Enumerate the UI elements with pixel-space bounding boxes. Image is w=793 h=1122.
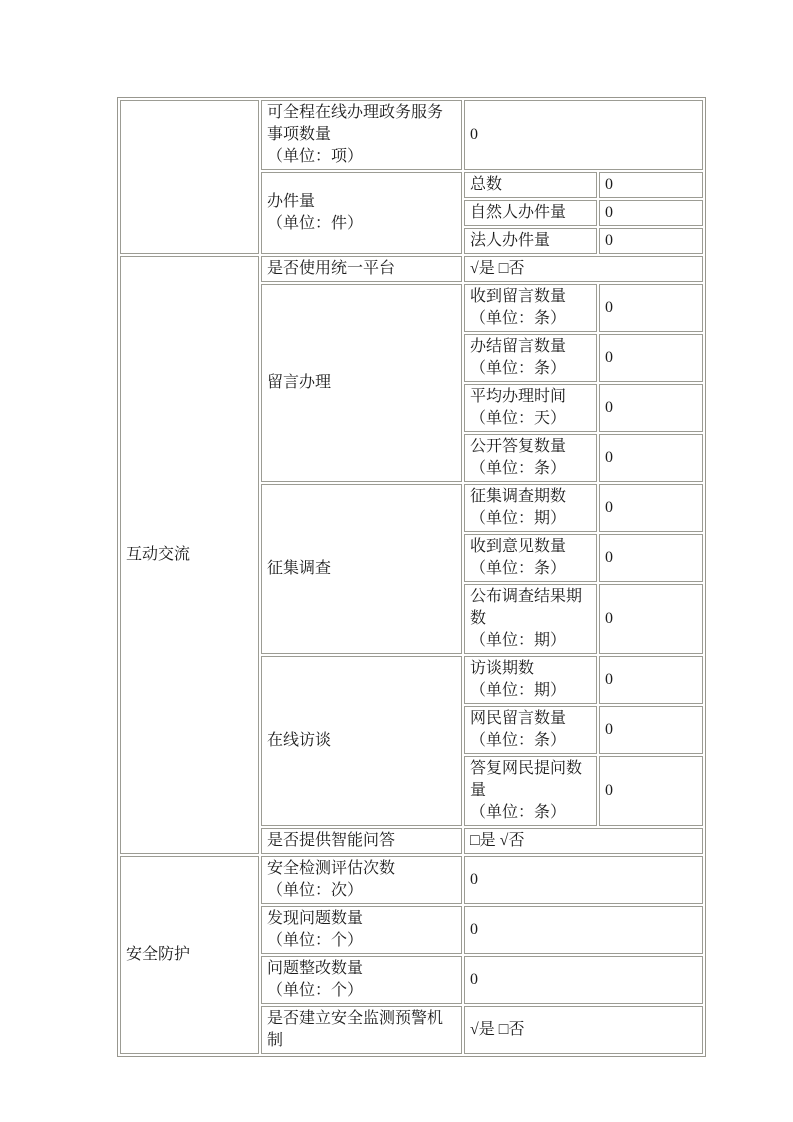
label-cell-unified-platform: 是否使用统一平台 <box>261 256 462 282</box>
category-cell-security: 安全防护 <box>120 856 259 1054</box>
row-label: 收到意见数量 <box>470 538 567 555</box>
row-unit: （单位：条） <box>470 560 567 577</box>
row-unit: （单位：条） <box>470 732 567 749</box>
label-cell-problems-found <box>261 906 462 954</box>
value-cell-problems-found: 0 <box>464 906 703 954</box>
row-unit: （单位：件） <box>267 215 364 232</box>
value-cell-case-total: 0 <box>599 172 703 198</box>
row-label: 访谈期数 <box>470 660 535 677</box>
table-row <box>120 256 703 282</box>
label-cell-interview-replies <box>464 756 597 826</box>
label-cell-survey: 征集调查 <box>261 484 462 654</box>
row-unit: （单位：个） <box>267 932 364 949</box>
label-cell-msg-resolved <box>464 334 597 382</box>
table-row <box>120 100 703 170</box>
label-cell-survey-opinions <box>464 534 597 582</box>
category-cell-blank <box>120 100 259 254</box>
value-cell-interview-messages: 0 <box>599 706 703 754</box>
row-unit: （单位：期） <box>470 632 567 649</box>
label-cell-warning-mechanism: 是否建立安全监测预警机制 <box>261 1006 462 1054</box>
label-cell-msg-avg-time <box>464 384 597 432</box>
row-unit: （单位：条） <box>470 804 567 821</box>
value-cell-msg-received: 0 <box>599 284 703 332</box>
row-unit: （单位：个） <box>267 982 364 999</box>
value-cell-survey-periods: 0 <box>599 484 703 532</box>
row-label: 收到留言数量 <box>470 288 567 305</box>
value-cell-unified-platform: √是 □否 <box>464 256 703 282</box>
value-cell-warning-mechanism: √是 □否 <box>464 1006 703 1054</box>
value-cell-survey-opinions: 0 <box>599 534 703 582</box>
row-unit: （单位：天） <box>470 410 567 427</box>
row-unit: （单位：条） <box>470 310 567 327</box>
label-cell-smart-qa: 是否提供智能问答 <box>261 828 462 854</box>
row-label: 平均办理时间 <box>470 388 567 405</box>
label-cell-case-total: 总数 <box>464 172 597 198</box>
row-label: 公开答复数量 <box>470 438 567 455</box>
row-unit: （单位：期） <box>470 510 567 527</box>
label-cell-online-items <box>261 100 462 170</box>
label-cell-msg-public-reply <box>464 434 597 482</box>
table-row <box>120 856 703 904</box>
label-cell-message-handling: 留言办理 <box>261 284 462 482</box>
value-cell-msg-avg-time: 0 <box>599 384 703 432</box>
row-label: 发现问题数量 <box>267 910 364 927</box>
statistics-table <box>117 97 706 1057</box>
label-cell-problems-fixed <box>261 956 462 1004</box>
row-label: 可全程在线办理政务服务事项数量 <box>267 104 444 143</box>
label-cell-interview: 在线访谈 <box>261 656 462 826</box>
value-cell-smart-qa: □是 √否 <box>464 828 703 854</box>
label-cell-case-legal: 法人办件量 <box>464 228 597 254</box>
value-cell-case-legal: 0 <box>599 228 703 254</box>
row-label: 答复网民提问数量 <box>470 760 583 799</box>
value-cell-msg-public-reply: 0 <box>599 434 703 482</box>
value-cell-interview-periods: 0 <box>599 656 703 704</box>
row-label: 办件量 <box>267 193 316 210</box>
label-cell-interview-messages <box>464 706 597 754</box>
row-label: 公布调查结果期数 <box>470 588 583 627</box>
label-cell-case-volume <box>261 172 462 254</box>
row-unit: （单位：条） <box>470 460 567 477</box>
row-label: 办结留言数量 <box>470 338 567 355</box>
value-cell-survey-results: 0 <box>599 584 703 654</box>
value-cell-interview-replies: 0 <box>599 756 703 826</box>
label-cell-interview-periods <box>464 656 597 704</box>
label-cell-survey-results <box>464 584 597 654</box>
row-label: 安全检测评估次数 <box>267 860 396 877</box>
row-label: 征集调查期数 <box>470 488 567 505</box>
row-unit: （单位：次） <box>267 882 364 899</box>
label-cell-case-natural: 自然人办件量 <box>464 200 597 226</box>
category-cell-interaction: 互动交流 <box>120 256 259 854</box>
row-label: 网民留言数量 <box>470 710 567 727</box>
row-label: 问题整改数量 <box>267 960 364 977</box>
row-unit: （单位：条） <box>470 360 567 377</box>
label-cell-msg-received <box>464 284 597 332</box>
value-cell-msg-resolved: 0 <box>599 334 703 382</box>
value-cell-online-items: 0 <box>464 100 703 170</box>
value-cell-problems-fixed: 0 <box>464 956 703 1004</box>
value-cell-security-checks: 0 <box>464 856 703 904</box>
row-unit: （单位：期） <box>470 682 567 699</box>
value-cell-case-natural: 0 <box>599 200 703 226</box>
row-unit: （单位：项） <box>267 148 364 165</box>
label-cell-survey-periods <box>464 484 597 532</box>
label-cell-security-checks <box>261 856 462 904</box>
